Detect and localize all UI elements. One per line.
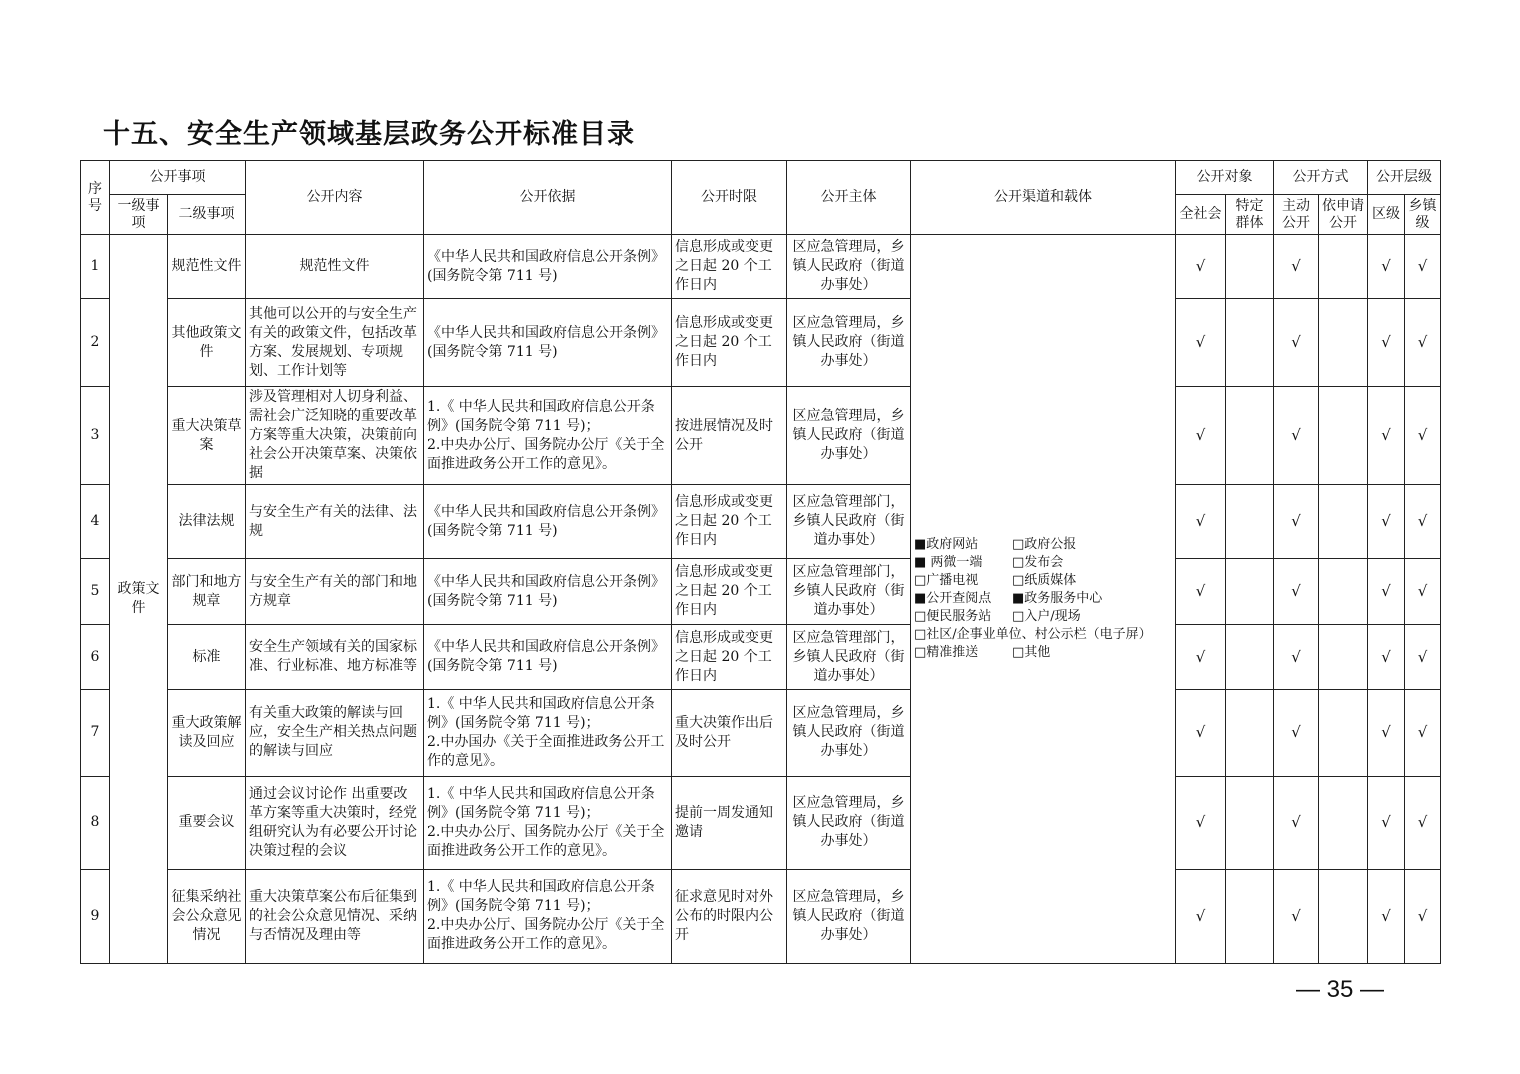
header-active: 主动公开 — [1274, 195, 1319, 235]
subject-cell: 区应急管理部门，乡镇人民政府（街道办事处） — [787, 559, 911, 625]
subject-cell: 区应急管理局，乡镇人民政府（街道办事处） — [787, 869, 911, 963]
channel-item: □广播电视 — [914, 573, 979, 588]
check-on-request — [1319, 559, 1368, 625]
channel-item: ■公开查阅点 — [914, 591, 992, 606]
check-specific-group — [1226, 625, 1274, 689]
deadline-cell: 信息形成或变更之日起 20 个工作日内 — [672, 235, 787, 299]
header-channels: 公开渠道和载体 — [911, 161, 1176, 235]
table-row — [81, 776, 1441, 869]
deadline-cell: 信息形成或变更之日起 20 个工作日内 — [672, 559, 787, 625]
deadline-cell: 信息形成或变更之日起 20 个工作日内 — [672, 625, 787, 689]
basis-line: 1.《 中华人民共和国政府信息公开条例》(国务院令第 711 号)； — [427, 695, 655, 731]
check-specific-group — [1226, 299, 1274, 387]
level2-item: 规范性文件 — [168, 235, 246, 299]
channel-item: ■ 两微一端 — [914, 555, 983, 570]
check-township: √ — [1405, 689, 1441, 776]
basis-line: 2.中央办公厅、国务院办公厅《关于全面推进政务公开工作的意见》。 — [427, 436, 665, 472]
catalog-table — [80, 160, 1441, 964]
basis-cell — [424, 689, 672, 776]
check-specific-group — [1226, 235, 1274, 299]
subject-cell: 区应急管理局，乡镇人民政府（街道办事处） — [787, 776, 911, 869]
header-district: 区级 — [1368, 195, 1405, 235]
channel-line — [914, 554, 1172, 572]
channel-line — [914, 590, 1172, 608]
basis-cell: 《中华人民共和国政府信息公开条例》(国务院令第 711 号) — [424, 235, 672, 299]
basis-line: 1.《 中华人民共和国政府信息公开条例》(国务院令第 711 号)； — [427, 879, 655, 915]
channel-line — [914, 626, 1172, 644]
level2-item: 其他政策文件 — [168, 299, 246, 387]
subject-cell: 区应急管理局，乡镇人民政府（街道办事处） — [787, 387, 911, 485]
check-all-society: √ — [1176, 689, 1226, 776]
channel-line — [914, 536, 1172, 554]
deadline-cell: 信息形成或变更之日起 20 个工作日内 — [672, 299, 787, 387]
table-row — [81, 625, 1441, 689]
content-cell: 重大决策草案公布后征集到的社会公众意见情况、采纳与否情况及理由等 — [246, 869, 424, 963]
header-audience: 公开对象 — [1176, 161, 1274, 195]
table-row — [81, 387, 1441, 485]
check-active: √ — [1274, 559, 1319, 625]
check-township: √ — [1405, 776, 1441, 869]
table-row — [81, 299, 1441, 387]
header-township: 乡镇级 — [1405, 195, 1441, 235]
content-cell: 涉及管理相对人切身利益、需社会广泛知晓的重要改革方案等重大决策，决策前向社会公开决策草案、决策依据 — [246, 387, 424, 485]
header-level1: 一级事项 — [110, 195, 168, 235]
check-on-request — [1319, 387, 1368, 485]
basis-cell — [424, 776, 672, 869]
header-level2: 二级事项 — [168, 195, 246, 235]
row-number: 9 — [81, 869, 110, 963]
check-all-society: √ — [1176, 776, 1226, 869]
page-number: — 35 — — [1296, 976, 1385, 1003]
channel-line — [914, 572, 1172, 590]
header-level: 公开层级 — [1368, 161, 1441, 195]
channel-item: □纸质媒体 — [1012, 573, 1077, 588]
deadline-cell: 征求意见时对外公布的时限内公开 — [672, 869, 787, 963]
check-township: √ — [1405, 625, 1441, 689]
table-row — [81, 869, 1441, 963]
header-all-society: 全社会 — [1176, 195, 1226, 235]
header-seq: 序号 — [81, 161, 110, 235]
check-on-request — [1319, 869, 1368, 963]
check-district: √ — [1368, 776, 1405, 869]
table-row — [81, 485, 1441, 559]
row-number: 2 — [81, 299, 110, 387]
level2-item: 重要会议 — [168, 776, 246, 869]
row-number: 5 — [81, 559, 110, 625]
check-specific-group — [1226, 776, 1274, 869]
header-method: 公开方式 — [1274, 161, 1368, 195]
channel-line — [914, 644, 1172, 662]
basis-line: 2.中央办公厅、国务院办公厅《关于全面推进政务公开工作的意见》。 — [427, 917, 665, 953]
check-active: √ — [1274, 299, 1319, 387]
content-cell: 规范性文件 — [246, 235, 424, 299]
check-district: √ — [1368, 625, 1405, 689]
level2-item: 法律法规 — [168, 485, 246, 559]
check-district: √ — [1368, 689, 1405, 776]
check-specific-group — [1226, 559, 1274, 625]
header-subject: 公开主体 — [787, 161, 911, 235]
content-cell: 其他可以公开的与安全生产有关的政策文件，包括改革方案、发展规划、专项规划、工作计划等 — [246, 299, 424, 387]
check-all-society: √ — [1176, 387, 1226, 485]
check-active: √ — [1274, 387, 1319, 485]
level2-item: 部门和地方规章 — [168, 559, 246, 625]
channel-line — [914, 608, 1172, 626]
basis-cell — [424, 387, 672, 485]
deadline-cell: 信息形成或变更之日起 20 个工作日内 — [672, 485, 787, 559]
check-all-society: √ — [1176, 559, 1226, 625]
channel-item: □精准推送 — [914, 645, 979, 660]
table-header — [81, 161, 1441, 235]
check-township: √ — [1405, 387, 1441, 485]
header-on-request: 依申请公开 — [1319, 195, 1368, 235]
check-district: √ — [1368, 485, 1405, 559]
content-cell: 通过会议讨论作 出重要改革方案等重大决策时，经党组研究认为有必要公开讨论决策过程的会议 — [246, 776, 424, 869]
channel-item: □其他 — [1012, 645, 1051, 660]
content-cell: 安全生产领域有关的国家标准、行业标准、地方标准等 — [246, 625, 424, 689]
channel-item: □社区/企事业单位、村公示栏（电子屏） — [914, 627, 1152, 642]
check-township: √ — [1405, 559, 1441, 625]
check-active: √ — [1274, 235, 1319, 299]
level1-item: 政策文件 — [110, 235, 168, 964]
basis-cell — [424, 869, 672, 963]
check-all-society: √ — [1176, 485, 1226, 559]
check-district: √ — [1368, 869, 1405, 963]
basis-line: 2.中办国办《关于全面推进政务公开工作的意见》。 — [427, 733, 665, 769]
content-cell: 与安全生产有关的部门和地方规章 — [246, 559, 424, 625]
row-number: 8 — [81, 776, 110, 869]
header-content: 公开内容 — [246, 161, 424, 235]
check-township: √ — [1405, 869, 1441, 963]
subject-cell: 区应急管理局，乡镇人民政府（街道办事处） — [787, 299, 911, 387]
check-active: √ — [1274, 689, 1319, 776]
row-number: 3 — [81, 387, 110, 485]
content-cell: 与安全生产有关的法律、法规 — [246, 485, 424, 559]
subject-cell: 区应急管理局，乡镇人民政府（街道办事处） — [787, 689, 911, 776]
check-district: √ — [1368, 387, 1405, 485]
subject-cell: 区应急管理部门，乡镇人民政府（街道办事处） — [787, 485, 911, 559]
check-on-request — [1319, 299, 1368, 387]
basis-cell: 《中华人民共和国政府信息公开条例》(国务院令第 711 号) — [424, 625, 672, 689]
channel-item: □发布会 — [1012, 555, 1064, 570]
content-cell: 有关重大政策的解读与回应，安全生产相关热点问题的解读与回应 — [246, 689, 424, 776]
check-district: √ — [1368, 235, 1405, 299]
level2-item: 征集采纳社会公众意见情况 — [168, 869, 246, 963]
check-active: √ — [1274, 485, 1319, 559]
check-specific-group — [1226, 485, 1274, 559]
basis-cell: 《中华人民共和国政府信息公开条例》(国务院令第 711 号) — [424, 485, 672, 559]
row-number: 6 — [81, 625, 110, 689]
check-on-request — [1319, 776, 1368, 869]
check-district: √ — [1368, 299, 1405, 387]
check-active: √ — [1274, 869, 1319, 963]
check-on-request — [1319, 689, 1368, 776]
row-number: 1 — [81, 235, 110, 299]
subject-cell: 区应急管理部门，乡镇人民政府（街道办事处） — [787, 625, 911, 689]
check-township: √ — [1405, 299, 1441, 387]
header-deadline: 公开时限 — [672, 161, 787, 235]
channels-cell — [911, 235, 1176, 964]
check-active: √ — [1274, 625, 1319, 689]
channel-item: □政府公报 — [1012, 537, 1077, 552]
check-on-request — [1319, 625, 1368, 689]
check-township: √ — [1405, 235, 1441, 299]
subject-cell: 区应急管理局，乡镇人民政府（街道办事处） — [787, 235, 911, 299]
level2-item: 重大政策解读及回应 — [168, 689, 246, 776]
check-specific-group — [1226, 689, 1274, 776]
basis-cell: 《中华人民共和国政府信息公开条例》(国务院令第 711 号) — [424, 559, 672, 625]
table-row — [81, 559, 1441, 625]
table-row — [81, 235, 1441, 299]
check-all-society: √ — [1176, 235, 1226, 299]
basis-line: 1.《 中华人民共和国政府信息公开条例》(国务院令第 711 号)； — [427, 398, 655, 434]
check-specific-group — [1226, 387, 1274, 485]
deadline-cell: 重大决策作出后及时公开 — [672, 689, 787, 776]
check-active: √ — [1274, 776, 1319, 869]
deadline-cell: 提前一周发通知邀请 — [672, 776, 787, 869]
basis-line: 1.《 中华人民共和国政府信息公开条例》(国务院令第 711 号)； — [427, 785, 655, 821]
channel-item: □入户/现场 — [1012, 609, 1081, 624]
channel-item: □便民服务站 — [914, 609, 992, 624]
table-body — [81, 235, 1441, 964]
channel-item: ■政府网站 — [914, 537, 979, 552]
check-all-society: √ — [1176, 299, 1226, 387]
check-township: √ — [1405, 485, 1441, 559]
basis-cell: 《中华人民共和国政府信息公开条例》(国务院令第 711 号) — [424, 299, 672, 387]
check-on-request — [1319, 235, 1368, 299]
header-specific-group: 特定群体 — [1226, 195, 1274, 235]
check-all-society: √ — [1176, 869, 1226, 963]
table-row — [81, 689, 1441, 776]
check-all-society: √ — [1176, 625, 1226, 689]
check-specific-group — [1226, 869, 1274, 963]
header-items: 公开事项 — [110, 161, 246, 195]
row-number: 4 — [81, 485, 110, 559]
level2-item: 标准 — [168, 625, 246, 689]
basis-line: 2.中央办公厅、国务院办公厅《关于全面推进政务公开工作的意见》。 — [427, 823, 665, 859]
check-district: √ — [1368, 559, 1405, 625]
deadline-cell: 按进展情况及时公开 — [672, 387, 787, 485]
page-title: 十五、安全生产领域基层政务公开标准目录 — [103, 119, 635, 150]
row-number: 7 — [81, 689, 110, 776]
channel-item: ■政务服务中心 — [1012, 591, 1103, 606]
level2-item: 重大决策草案 — [168, 387, 246, 485]
header-basis: 公开依据 — [424, 161, 672, 235]
check-on-request — [1319, 485, 1368, 559]
